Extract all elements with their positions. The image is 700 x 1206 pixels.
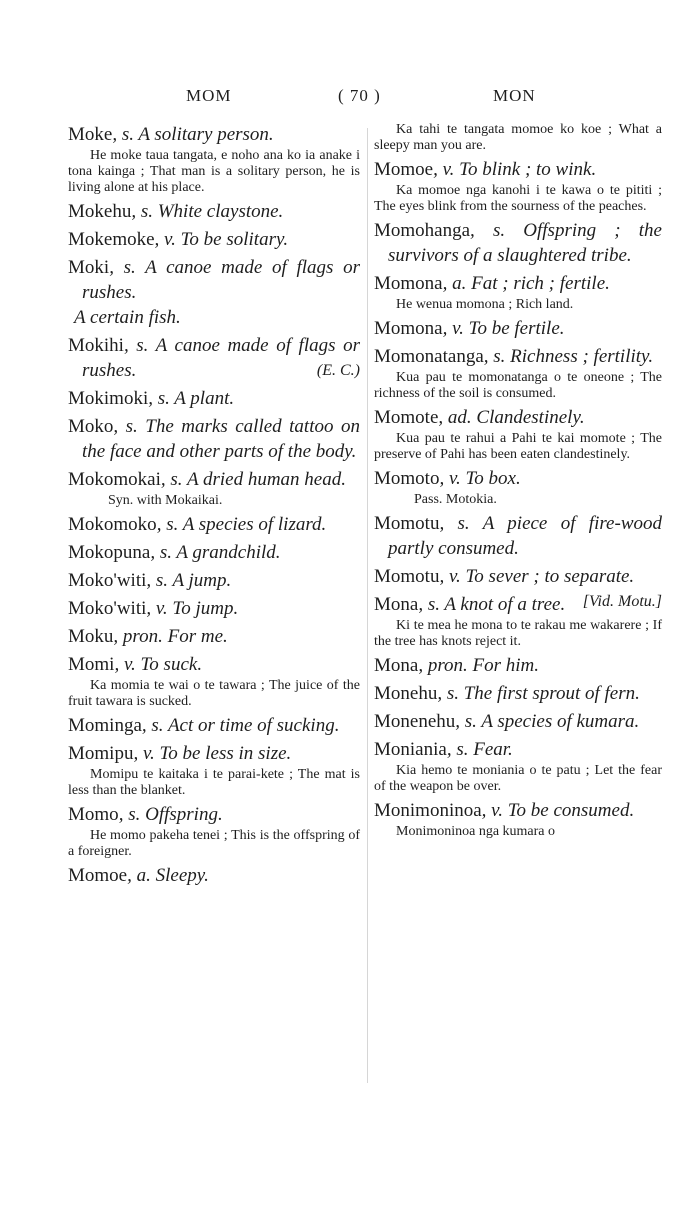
headword: Momoto: [374, 468, 440, 489]
definition: Clandestinely.: [476, 407, 585, 428]
dictionary-entry: [68, 122, 360, 196]
definition: To sever ; to separate.: [465, 566, 635, 587]
entry-headline: [68, 122, 360, 147]
part-of-speech: , v.: [442, 318, 469, 339]
headword: Momoe: [374, 159, 434, 180]
part-of-speech: , s.: [146, 570, 173, 591]
usage-example: Ka momia te wai o te tawara ; The juice of the fruit tawara is sucked.: [68, 678, 360, 709]
entry-headline: [68, 596, 360, 621]
definition: A canoe made of flags or rushes.: [82, 257, 360, 303]
part-of-speech: , s.: [418, 594, 445, 615]
entry-headline: [68, 741, 360, 766]
dictionary-entry: [68, 713, 360, 738]
usage-example: He momo pakeha tenei ; This is the offspring of a foreigner.: [68, 828, 360, 859]
definition: A species of lizard.: [182, 514, 327, 535]
entry-headline: [374, 466, 662, 491]
headword: Momona: [374, 273, 443, 294]
dictionary-entry: [68, 568, 360, 593]
definition: Richness ; fertility.: [510, 346, 654, 367]
headword: Mokomokai: [68, 469, 161, 490]
headword: Monimoninoa: [374, 800, 482, 821]
entry-headline: [374, 681, 662, 706]
definition: A dried human head.: [186, 469, 346, 490]
dictionary-entry: [374, 157, 662, 215]
headword: Mona: [374, 655, 419, 676]
dictionary-entry: [68, 255, 360, 330]
definition: To be less in size.: [159, 743, 292, 764]
definition: To be consumed.: [507, 800, 635, 821]
entry-headline: [374, 511, 662, 561]
part-of-speech: , s.: [446, 739, 474, 760]
page-number: ( 70 ): [338, 86, 381, 105]
part-of-speech: , s.: [118, 804, 146, 825]
dictionary-entry: [68, 540, 360, 565]
headword: Momo: [68, 804, 119, 825]
headword: Momoe: [68, 865, 128, 886]
entry-headline: [374, 218, 662, 268]
part-of-speech: , s.: [439, 513, 483, 534]
entry-headline: [374, 316, 662, 341]
entry-headline: [68, 540, 360, 565]
part-of-speech: , v.: [154, 229, 181, 250]
dictionary-entry: [68, 863, 360, 888]
headword: Moku: [68, 626, 114, 647]
alternate-definition: A certain fish.: [74, 307, 181, 328]
dictionary-entry: [374, 316, 662, 341]
entry-headline: [68, 802, 360, 827]
entry-headline: [68, 624, 360, 649]
entry-headline: [68, 227, 360, 252]
dictionary-entry: [68, 227, 360, 252]
part-of-speech: , v.: [481, 800, 508, 821]
dictionary-entry: [374, 511, 662, 561]
header-left-guide-word: MOM: [186, 86, 232, 105]
usage-example: He moke taua tangata, e noho ana ko ia anake i tona kainga ; That man is a solitary person, he is living alone at his place.: [68, 148, 360, 195]
definition: Offspring ; the survivors of a slaughtered tribe.: [388, 220, 662, 266]
definition: To be solitary.: [180, 229, 289, 250]
dictionary-entry: [374, 271, 662, 313]
entry-headline: [68, 255, 360, 305]
dictionary-entry: [68, 741, 360, 799]
usage-example: Ki te mea he mona to te rakau me wakarere ; If the tree has knots reject it.: [374, 618, 662, 649]
part-of-speech: , ad.: [438, 407, 477, 428]
entry-headline: [68, 467, 360, 492]
entry-headline: [374, 271, 662, 296]
headword: Mokopuna: [68, 542, 151, 563]
headword: Momonatanga: [374, 346, 484, 367]
part-of-speech: , s.: [455, 711, 482, 732]
usage-example: He wenua momona ; Rich land.: [396, 297, 574, 312]
dictionary-entry: [374, 737, 662, 795]
entry-headline: [374, 798, 662, 823]
definition: Sleepy.: [155, 865, 209, 886]
headword: Momi: [68, 654, 115, 675]
part-of-speech: , s.: [141, 715, 168, 736]
entry-headline: [374, 344, 662, 369]
dictionary-entry: [374, 681, 662, 706]
entry-note: (E. C.): [316, 362, 360, 379]
part-of-speech: , s.: [112, 124, 139, 145]
part-of-speech: , s.: [470, 220, 524, 241]
definition: A piece of fire-wood partly consumed.: [388, 513, 662, 559]
definition: Act or time of sucking.: [167, 715, 340, 736]
entry-headline: [68, 199, 360, 224]
part-of-speech: , s.: [483, 346, 511, 367]
definition: To be fertile.: [468, 318, 565, 339]
definition: To box.: [465, 468, 521, 489]
part-of-speech: , v.: [114, 654, 141, 675]
part-of-speech: , pron.: [113, 626, 168, 647]
headword: Momipu: [68, 743, 134, 764]
headword: Momona: [374, 318, 443, 339]
entry-headline: [374, 653, 662, 678]
definition: A canoe made of flags or rushes.: [82, 335, 360, 381]
usage-example: Ka momoe nga kanohi i te kawa o te pititi ; The eyes blink from the sourness of the peaches.: [374, 183, 662, 214]
definition: For me.: [167, 626, 228, 647]
entry-headline: [68, 568, 360, 593]
definition: A plant.: [174, 388, 235, 409]
part-of-speech: , s.: [131, 201, 158, 222]
usage-example: Momipu te kaitaka i te parai-kete ; The mat is less than the blanket.: [68, 767, 360, 798]
entry-continuation: Ka tahi te tangata momoe ko koe ; What a sleepy man you are.: [374, 122, 662, 153]
dictionary-entry: [374, 218, 662, 268]
definition: The marks called tattoo on the face and other parts of the body.: [82, 416, 360, 462]
definition: For him.: [472, 655, 540, 676]
definition: Fat ; rich ; fertile.: [471, 273, 610, 294]
definition: To suck.: [140, 654, 203, 675]
headword: Mokimoki: [68, 388, 149, 409]
entry-headline: [68, 713, 360, 738]
headword: Moko'witi: [68, 570, 147, 591]
entry-headline: [68, 652, 360, 677]
dictionary-entry: [374, 344, 662, 402]
headword: Moko'witi: [68, 598, 147, 619]
part-of-speech: , v.: [133, 743, 160, 764]
usage-example: Kua pau te rahui a Pahi te kai momote ; The preserve of Pahi has been eaten clandestinely.: [374, 431, 662, 462]
part-of-speech: , s.: [156, 514, 183, 535]
definition: A jump.: [172, 570, 232, 591]
definition: To blink ; to wink.: [459, 159, 597, 180]
headword: Mokomoko: [68, 514, 157, 535]
entry-headline: [68, 414, 360, 464]
dictionary-entry: [374, 798, 662, 840]
entry-headline: [374, 709, 662, 734]
dictionary-entry: [68, 596, 360, 621]
dictionary-entry: [374, 466, 662, 508]
usage-example: Kia hemo te moniania o te patu ; Let the fear of the weapon be over.: [374, 763, 662, 794]
dictionary-entry: [68, 333, 360, 383]
dictionary-entry: [68, 652, 360, 710]
dictionary-entry: [68, 199, 360, 224]
part-of-speech: , v.: [146, 598, 173, 619]
usage-example: Kua pau te momonatanga o te oneone ; The richness of the soil is consumed.: [374, 370, 662, 401]
definition: Fear.: [473, 739, 513, 760]
definition: The first sprout of fern.: [463, 683, 640, 704]
headword: Momohanga: [374, 220, 471, 241]
dictionary-entry: [374, 405, 662, 463]
definition: To jump.: [172, 598, 239, 619]
dictionary-entry: [68, 386, 360, 411]
part-of-speech: , s.: [113, 416, 146, 437]
entry-headline: [374, 157, 662, 182]
headword: Mokemoke: [68, 229, 155, 250]
definition: A solitary person.: [138, 124, 274, 145]
part-of-speech: , s.: [109, 257, 146, 278]
entry-headline: [68, 512, 360, 537]
entry-headline: [68, 863, 360, 888]
dictionary-entry: [68, 802, 360, 860]
headword: Monenehu: [374, 711, 456, 732]
usage-example: Monimoninoa nga kumara o: [396, 824, 556, 839]
part-of-speech: , pron.: [418, 655, 473, 676]
part-of-speech: , v.: [439, 566, 466, 587]
definition: White claystone.: [157, 201, 284, 222]
entry-headline: [374, 737, 662, 762]
dictionary-entry: [68, 624, 360, 649]
definition: A species of kumara.: [481, 711, 640, 732]
part-of-speech: , a.: [442, 273, 472, 294]
part-of-speech: , v.: [433, 159, 460, 180]
definition: A knot of a tree.: [444, 594, 566, 615]
definition: A grandchild.: [176, 542, 281, 563]
headword: Moki: [68, 257, 110, 278]
synonym-note: Syn. with Mokaikai.: [108, 493, 223, 508]
headword: Mokehu: [68, 201, 132, 222]
part-of-speech: , s.: [150, 542, 177, 563]
dictionary-entry: [68, 512, 360, 537]
entry-headline: [374, 405, 662, 430]
dictionary-entry: [374, 709, 662, 734]
headword: Monehu: [374, 683, 438, 704]
left-column: [68, 122, 360, 891]
dictionary-entry: [68, 467, 360, 509]
headword: Momotu: [374, 566, 440, 587]
right-column: [374, 122, 662, 843]
headword: Momotu: [374, 513, 440, 534]
headword: Moke: [68, 124, 113, 145]
dictionary-entry: [374, 653, 662, 678]
part-of-speech: , s.: [123, 335, 156, 356]
part-of-speech: , a.: [127, 865, 156, 886]
headword: Mominga: [68, 715, 142, 736]
entry-headline: [68, 333, 360, 383]
dictionary-entry: [68, 414, 360, 464]
headword: Mokihi: [68, 335, 124, 356]
headword: Moniania: [374, 739, 447, 760]
headword: Momote: [374, 407, 439, 428]
headword: Moko: [68, 416, 114, 437]
part-of-speech: , s.: [148, 388, 175, 409]
header-right-guide-word: MON: [493, 86, 536, 105]
column-divider: [367, 128, 368, 1083]
dictionary-entry: [374, 122, 662, 154]
headword: Mona: [374, 594, 419, 615]
synonym-note: Pass. Motokia.: [414, 492, 497, 507]
entry-headline: [68, 386, 360, 411]
part-of-speech: , v.: [439, 468, 466, 489]
entry-note: [Vid. Motu.]: [582, 593, 662, 610]
part-of-speech: , s.: [160, 469, 187, 490]
running-header: [0, 86, 700, 110]
part-of-speech: , s.: [437, 683, 464, 704]
definition: Offspring.: [145, 804, 223, 825]
